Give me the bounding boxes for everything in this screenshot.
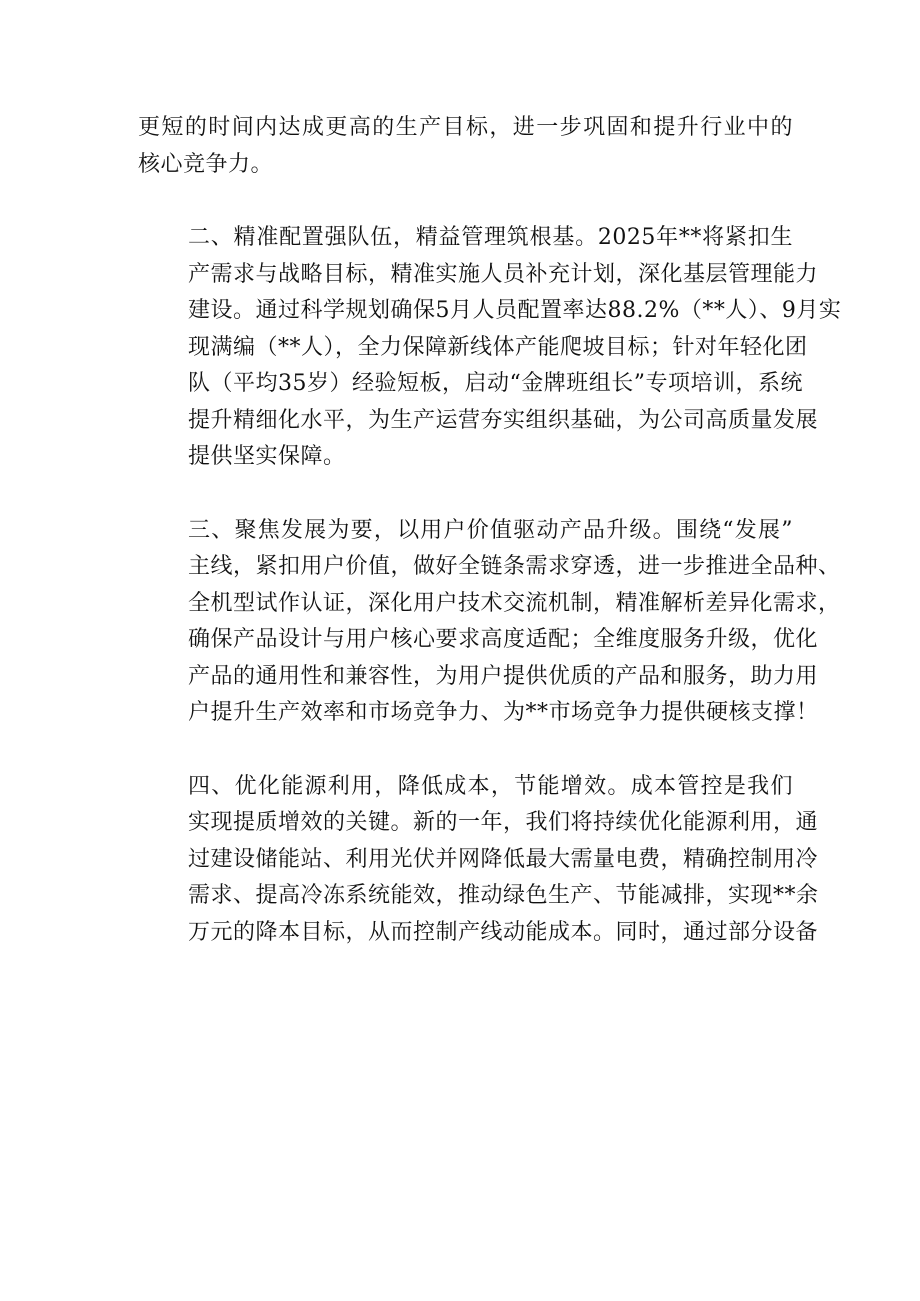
text-line: 更短的时间内达成更高的生产目标，进一步巩固和提升行业中的 — [138, 115, 793, 140]
document-body — [138, 110, 842, 988]
text-line: 三、聚焦发展为要，以用户价值驱动产品升级。围绕“发展” — [188, 517, 793, 543]
text-line: 队（平均35岁）经验短板，启动“金牌班组长”专项培训，系统 — [188, 371, 803, 396]
paragraph-section-2 — [138, 220, 842, 476]
paragraph-section-3 — [138, 513, 841, 732]
text-line: 需求、提高冷冻系统能效，推动绿色生产、节能减排，实现**余 — [188, 883, 819, 908]
text-line: 产品的通用性和兼容性，为用户提供优质的产品和服务，助力用 — [188, 663, 819, 689]
text-line: 产需求与战略目标，精准实施人员补充计划，深化基层管理能力 — [188, 261, 819, 287]
text-line: 核心竞争力。 — [138, 151, 274, 177]
text-line: 实现提质增效的关键。新的一年，我们将持续优化能源利用，通 — [188, 810, 819, 835]
text-line: 万元的降本目标，从而控制产线动能成本。同时，通过部分设备 — [188, 919, 819, 945]
paragraph-continuation — [138, 110, 793, 183]
text-line: 提供坚实保障。 — [188, 444, 346, 469]
text-line: 四、优化能源利用，降低成本，节能增效。成本管控是我们 — [188, 773, 793, 799]
text-line: 全机型试作认证，深化用户技术交流机制，精准解析差异化需求， — [188, 590, 841, 616]
text-line: 现满编（**人），全力保障新线体产能爬坡目标；针对年轻化团 — [188, 334, 808, 360]
text-line: 提升精细化水平，为生产运营夯实组织基础，为公司高质量发展 — [188, 407, 819, 433]
text-line: 建设。通过科学规划确保5月人员配置率达88.2%（**人）、9月实 — [188, 298, 842, 323]
text-line: 户提升生产效率和市场竞争力、为**市场竞争力提供硬核支撑！ — [188, 700, 819, 725]
text-line: 二、精准配置强队伍，精益管理筑根基。2025年**将紧扣生 — [188, 225, 793, 250]
paragraph-section-4 — [138, 769, 819, 952]
text-line: 确保产品设计与用户核心要求高度适配；全维度服务升级，优化 — [188, 627, 819, 652]
text-line: 过建设储能站、利用光伏并网降低最大需量电费，精确控制用冷 — [188, 846, 819, 872]
text-line: 主线，紧扣用户价值，做好全链条需求穿透，进一步推进全品种、 — [188, 554, 841, 579]
